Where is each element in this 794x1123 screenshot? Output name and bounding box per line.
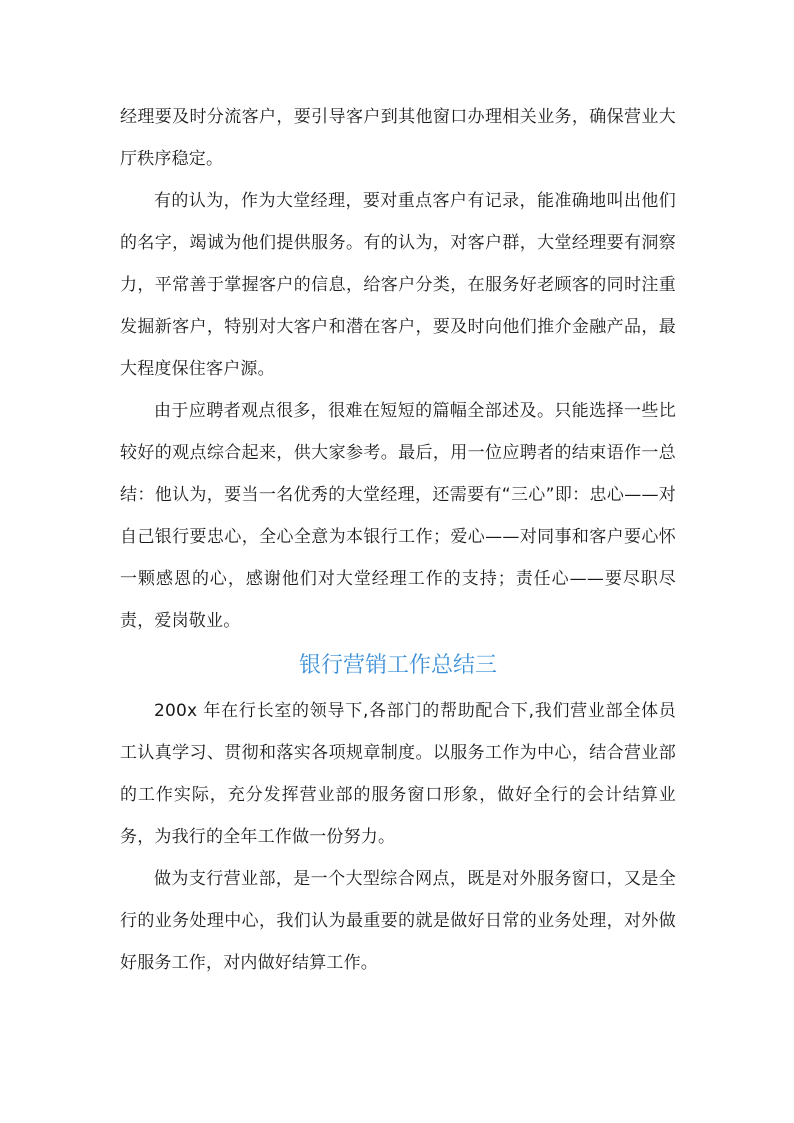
paragraph-3: 由于应聘者观点很多，很难在短短的篇幅全部述及。只能选择一些比较好的观点综合起来，供大家参考。最后，用一位应聘者的结束语作一总结：他认为，要当一名优秀的大堂经理，还需要有“三心”即：忠心——对自己银行要忠心，全心全意为本银行工作；爱心——对同事和客户要心怀一颗感恩的心，感谢他们对大堂经理工作的支持；责任心——要尽职尽责，爱岗敬业。 <box>120 401 676 631</box>
paragraph-5: 做为支行营业部，是一个大型综合网点，既是对外服务窗口，又是全行的业务处理中心，我们认为最重要的就是做好日常的业务处理，对外做好服务工作，对内做好结算工作。 <box>120 869 676 973</box>
paragraph-1: 经理要及时分流客户，要引导客户到其他窗口办理相关业务，确保营业大厅秩序稳定。 <box>120 107 676 169</box>
section-title: 银行营销工作总结三 <box>298 653 497 678</box>
paragraph-2: 有的认为，作为大堂经理，要对重点客户有记录，能准确地叫出他们的名字，竭诚为他们提供服务。有的认为，对客户群，大堂经理要有洞察力，平常善于掌握客户的信息，给客户分类，在服务好老顾客的同时注重发掘新客户，特别对大客户和潜在客户，要及时向他们推介金融产品，最大程度保住客户源。 <box>120 191 676 379</box>
paragraph-4: 200x 年在行长室的领导下,各部门的帮助配合下,我们营业部全体员工认真学习、贯彻和落实各项规章制度。以服务工作为中心，结合营业部的工作实际，充分发挥营业部的服务窗口形象，做好全行的会计结算业务，为我行的全年工作做一份努力。 <box>120 701 676 847</box>
document-page <box>120 96 676 984</box>
